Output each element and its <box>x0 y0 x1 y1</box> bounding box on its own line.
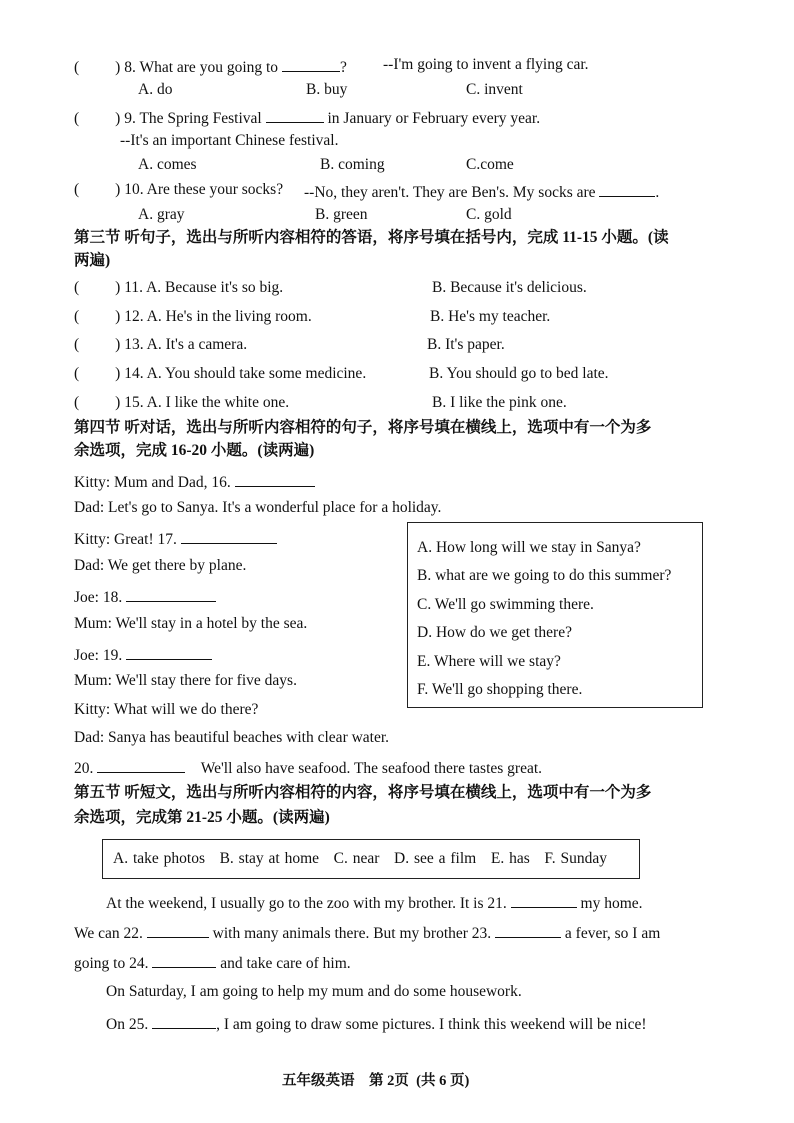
option-c: C. We'll go swimming there. <box>417 596 594 613</box>
option-a: A. I like the white one. <box>146 394 290 411</box>
passage-line-1 <box>106 891 643 914</box>
question-number: 9. <box>124 110 136 127</box>
options-list: A. take photos B. stay at home C. near D. see a film E. has F. Sunday <box>113 850 607 867</box>
option-f: F. We'll go shopping there. <box>417 681 583 698</box>
passage-text: and take care of him. <box>220 955 351 972</box>
q12-option-b: B. He's my teacher. <box>430 308 551 325</box>
q9-option-a: A. comes <box>138 156 197 173</box>
passage-line-5 <box>106 1012 647 1035</box>
passage-text: At the weekend, I usually go to the zoo with my brother. It is 21. <box>106 895 507 912</box>
answer-paren-close: ) <box>115 181 121 198</box>
passage-text: a fever, so I am <box>564 925 661 942</box>
answer-blank-19[interactable] <box>126 643 212 660</box>
question-text: What are you going to <box>139 59 279 76</box>
page-footer: 五年级英语 第 2页 (共 6 页) <box>282 1073 470 1089</box>
answer-blank-16[interactable] <box>235 470 315 487</box>
question-number: 15. <box>124 394 144 411</box>
dialog-text: Joe: 18. <box>74 589 123 606</box>
question-number: 11. <box>124 279 144 296</box>
passage-line-2 <box>74 921 660 944</box>
q8-option-c: C. invent <box>466 81 523 98</box>
question-number: 10. <box>124 181 144 198</box>
question-9 <box>74 106 540 129</box>
dialog-line-5 <box>74 585 216 608</box>
dialog-text: We'll also have seafood. The seafood there tastes great. <box>200 760 543 777</box>
question-number: 20. <box>74 760 94 777</box>
option-a: A. Because it's so big. <box>146 279 284 296</box>
passage-text: , I am going to draw some pictures. I think this weekend will be nice! <box>216 1016 647 1033</box>
option-e: E. Where will we stay? <box>417 653 561 670</box>
period: . <box>655 184 660 201</box>
answer-blank[interactable] <box>599 180 655 197</box>
q10-option-b: B. green <box>315 206 368 223</box>
dialog-text: Kitty: Great! 17. <box>74 531 177 548</box>
options-box-section-4 <box>407 522 703 708</box>
dialog-text: Kitty: Mum and Dad, 16. <box>74 474 231 491</box>
answer-blank-18[interactable] <box>126 585 216 602</box>
section-5-heading: 第五节 听短文，选出与所听内容相符的内容，将序号填在横线上，选项中有一个为多 <box>74 784 652 801</box>
question-12: ( ) 12. A. He's in the living room. <box>74 308 312 325</box>
question-text-2: --No, they aren't. They are Ben's. My socks are <box>304 184 596 201</box>
answer-blank[interactable] <box>266 106 324 123</box>
dialog-line-3 <box>74 527 277 550</box>
question-14: ( ) 14. A. You should take some medicine. <box>74 365 367 382</box>
answer-paren-close: ) <box>115 110 121 127</box>
question-15: ( ) 15. A. I like the white one. <box>74 394 290 411</box>
q8-option-a: A. do <box>138 81 173 98</box>
section-5-heading-cont: 余选项，完成第 21-25 小题。(读两遍) <box>74 809 330 826</box>
option-d: D. How do we get there? <box>417 624 572 641</box>
section-3-heading: 第三节 听句子，选出与所听内容相符的答语，将序号填在括号内，完成 11-15 小题。(读 <box>74 229 669 246</box>
question-text: The Spring Festival <box>139 110 262 127</box>
answer-paren-open: ( <box>74 181 80 198</box>
dialog-line-9: Kitty: What will we do there? <box>74 701 259 718</box>
question-number: 14. <box>124 365 144 382</box>
q8-answer: --I'm going to invent a flying car. <box>383 56 589 73</box>
answer-paren-close: ) <box>115 59 121 76</box>
question-13: ( ) 13. A. It's a camera. <box>74 336 248 353</box>
q10-option-c: C. gold <box>466 206 512 223</box>
question-number: 12. <box>124 308 144 325</box>
answer-blank-24[interactable] <box>152 951 216 968</box>
q15-option-b: B. I like the pink one. <box>432 394 567 411</box>
dialog-line-1 <box>74 470 315 493</box>
question-text: Are these your socks? <box>146 181 284 198</box>
answer-blank[interactable] <box>282 55 340 72</box>
passage-text: We can 22. <box>74 925 143 942</box>
section-3-heading-cont: 两遍) <box>74 252 111 269</box>
dialog-line-6: Mum: We'll stay in a hotel by the sea. <box>74 615 308 632</box>
option-a: A. It's a camera. <box>146 336 248 353</box>
q9-line2: --It's an important Chinese festival. <box>120 132 339 149</box>
option-b: B. what are we going to do this summer? <box>417 567 672 584</box>
q11-option-b: B. Because it's delicious. <box>432 279 587 296</box>
dialog-line-2: Dad: Let's go to Sanya. It's a wonderful place for a holiday. <box>74 499 442 516</box>
passage-text: my home. <box>580 895 643 912</box>
dialog-line-11 <box>74 756 542 779</box>
q8-option-b: B. buy <box>306 81 348 98</box>
dialog-line-10: Dad: Sanya has beautiful beaches with clear water. <box>74 729 390 746</box>
section-4-heading-cont: 余选项，完成 16-20 小题。(读两遍) <box>74 442 315 459</box>
q13-option-b: B. It's paper. <box>427 336 505 353</box>
passage-line-4: On Saturday, I am going to help my mum and do some housework. <box>106 983 522 1000</box>
question-number: 8. <box>124 59 136 76</box>
q10-option-a: A. gray <box>138 206 185 223</box>
dialog-line-4: Dad: We get there by plane. <box>74 557 247 574</box>
question-11: ( ) 11. A. Because it's so big. <box>74 279 284 296</box>
q9-option-b: B. coming <box>320 156 385 173</box>
passage-text: with many animals there. But my brother 23. <box>212 925 492 942</box>
q14-option-b: B. You should go to bed late. <box>429 365 609 382</box>
answer-blank-25[interactable] <box>152 1012 216 1029</box>
options-box-section-5 <box>102 839 640 879</box>
answer-blank-22[interactable] <box>147 921 209 938</box>
option-a: A. He's in the living room. <box>146 308 312 325</box>
dialog-line-8: Mum: We'll stay there for five days. <box>74 672 297 689</box>
passage-text: On 25. <box>106 1016 149 1033</box>
question-text-2: in January or February every year. <box>327 110 541 127</box>
question-mark: ? <box>339 59 347 76</box>
answer-paren-open: ( <box>74 110 80 127</box>
q9-option-c: C.come <box>466 156 514 173</box>
question-10 <box>74 180 283 200</box>
question-number: 13. <box>124 336 144 353</box>
answer-paren-open: ( <box>74 59 80 76</box>
q10-text2 <box>304 180 659 203</box>
answer-blank-17[interactable] <box>181 527 277 544</box>
dialog-line-7 <box>74 643 212 666</box>
option-a: A. How long will we stay in Sanya? <box>417 539 641 556</box>
answer-blank-21[interactable] <box>511 891 577 908</box>
dialog-text: Joe: 19. <box>74 647 123 664</box>
answer-blank-23[interactable] <box>495 921 561 938</box>
answer-blank-20[interactable] <box>97 756 185 773</box>
passage-text: going to 24. <box>74 955 149 972</box>
section-4-heading: 第四节 听对话，选出与所听内容相符的句子，将序号填在横线上，选项中有一个为多 <box>74 419 652 436</box>
option-a: A. You should take some medicine. <box>146 365 367 382</box>
passage-line-3 <box>74 951 351 974</box>
question-8 <box>74 55 347 78</box>
